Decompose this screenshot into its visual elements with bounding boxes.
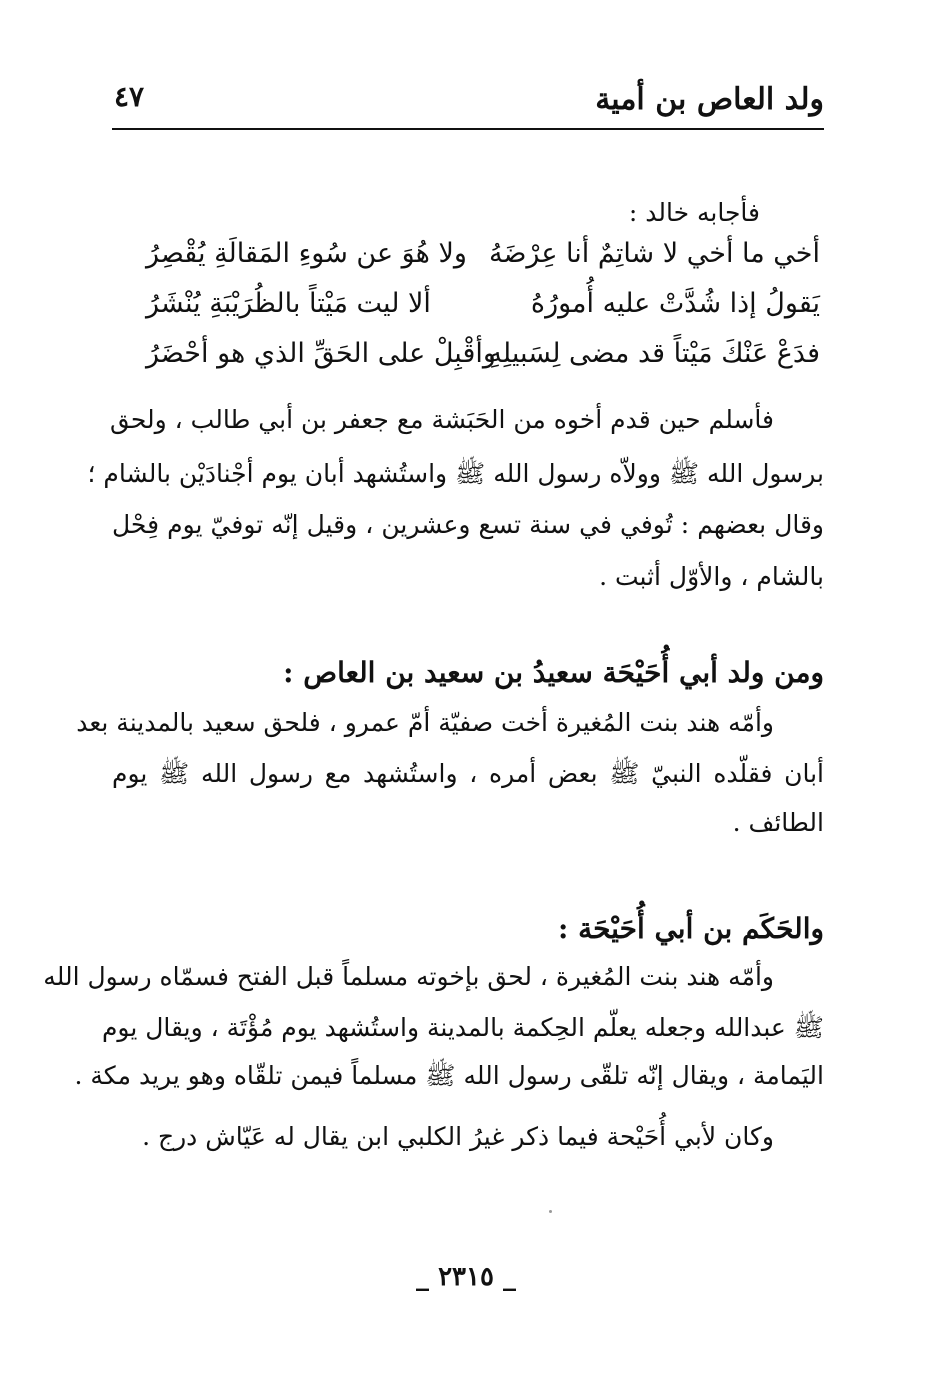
paragraph-line: ﷺ عبدالله وجعله يعلّم الحِكمة بالمدينة واستُشهد يوم مُؤْتَة ، ويقال يوم (101, 1013, 824, 1042)
intro-line: فأجابه خالد : (628, 198, 760, 227)
poem-verse (130, 238, 826, 284)
paragraph-line: برسول الله ﷺ وولاّه رسول الله ﷺ واستُشهد أبان يوم أجْنادَيْن بالشام ؛ (87, 459, 824, 488)
poem-verse (130, 338, 826, 384)
poem-first-hemistich: يَقولُ إذا شُدَّتْ عليه أُمورُهُ (530, 288, 820, 319)
paragraph-line: وكان لأبي أُحَيْحة فيما ذكر غيرُ الكلبي ابن يقال له عَيّاش درج . (142, 1122, 774, 1151)
page-footer-number: _ ٢٣١٥ _ (416, 1262, 516, 1292)
poem-second-hemistich: ولا هُوَ عن سُوءِ المَقالَةِ يُقْصِرُ (146, 238, 467, 269)
running-header (112, 76, 824, 124)
paragraph-line: فأسلم حين قدم أخوه من الحَبَشة مع جعفر بن أبي طالب ، ولحق (110, 405, 774, 434)
poem-first-hemistich: أخي ما أخي لا شاتِمٌ أنا عِرْضَهُ (489, 238, 820, 269)
header-divider (112, 128, 824, 130)
paragraph-line: أبان فقلّده النبيّ ﷺ بعض أمره ، واستُشهد مع رسول الله ﷺ يوم (112, 759, 824, 788)
paragraph-line: وأمّه هند بنت المُغيرة ، لحق بإخوته مسلماً قبل الفتح فسمّاه رسول الله (43, 962, 774, 991)
poem-second-hemistich: ألا ليت مَيْتاً بالظُرَيْبَةِ يُنْشَرُ (146, 288, 431, 319)
print-speck (549, 1210, 552, 1213)
poem-first-hemistich: فدَعْ عَنْكَ مَيْتاً قد مضى لِسَبيلِهِ (488, 338, 820, 369)
header-page-number: ٤٧ (114, 80, 145, 113)
header-title: ولد العاص بن أمية (595, 82, 824, 117)
section-heading: والحَكَم بن أبي أُحَيْحَة : (558, 912, 824, 945)
paragraph-line: وأمّه هند بنت المُغيرة أخت صفيّة أمّ عمرو ، فلحق سعيد بالمدينة بعد (76, 708, 774, 737)
poem-second-hemistich: وأقْبِلْ على الحَقِّ الذي هو أحْضَرُ (146, 338, 496, 369)
section-heading: ومن ولد أبي أُحَيْحَة سعيدُ بن سعيد بن العاص : (283, 656, 824, 689)
paragraph-line: بالشام ، والأوّل أثبت . (599, 562, 824, 591)
paragraph-line: اليَمامة ، ويقال إنّه تلقّى رسول الله ﷺ مسلماً فيمن تلقّاه وهو يريد مكة . (74, 1061, 824, 1090)
poem-verse (130, 288, 826, 334)
paragraph-line: الطائف . (732, 808, 824, 837)
paragraph-line: وقال بعضهم : تُوفي في سنة تسع وعشرين ، وقيل إنّه توفيّ يوم فِحْل (112, 510, 824, 539)
